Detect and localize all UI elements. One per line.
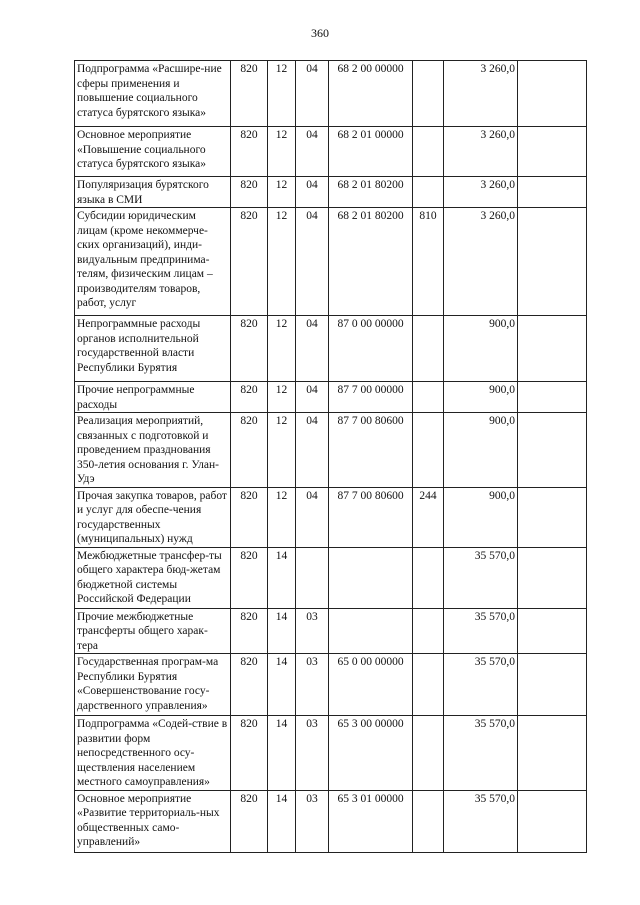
cell-amount: 3 260,0 <box>444 208 518 316</box>
cell-amount: 3 260,0 <box>444 61 518 127</box>
cell-name: Прочие непрограммные расходы <box>75 382 231 413</box>
cell-subsection <box>296 547 329 608</box>
cell-subsection: 03 <box>296 608 329 654</box>
cell-target-article: 65 0 00 00000 <box>329 654 413 716</box>
cell-ministry-code: 820 <box>231 716 268 791</box>
cell-subsection: 04 <box>296 127 329 177</box>
cell-section: 14 <box>268 790 296 852</box>
cell-ministry-code: 820 <box>231 413 268 488</box>
cell-target-article <box>329 608 413 654</box>
cell-name: Субсидии юридическим лицам (кроме некоммерче-ских организаций), инди-видуальным предпринима-телям, физическим лицам – производителям товаров, работ, услуг <box>75 208 231 316</box>
cell-name: Прочие межбюджетные трансферты общего харак-тера <box>75 608 231 654</box>
cell-name: Межбюджетные трансфер-ты общего характера бюд-жетам бюджетной системы Российской Федерации <box>75 547 231 608</box>
table-row <box>75 716 587 791</box>
table-row <box>75 654 587 716</box>
budget-table-body <box>75 61 587 853</box>
cell-name: Реализация мероприятий, связанных с подготовкой и проведением празднования 350-летия основания г. Улан-Удэ <box>75 413 231 488</box>
page-number: 360 <box>311 26 329 40</box>
cell-expense-type <box>413 790 444 852</box>
cell-empty <box>518 608 587 654</box>
cell-section: 12 <box>268 487 296 547</box>
cell-amount: 35 570,0 <box>444 716 518 791</box>
budget-table <box>74 60 587 853</box>
cell-ministry-code: 820 <box>231 382 268 413</box>
cell-ministry-code: 820 <box>231 487 268 547</box>
cell-empty <box>518 316 587 382</box>
cell-ministry-code: 820 <box>231 608 268 654</box>
cell-amount: 35 570,0 <box>444 547 518 608</box>
cell-amount: 900,0 <box>444 316 518 382</box>
cell-target-article: 87 7 00 00000 <box>329 382 413 413</box>
cell-target-article: 65 3 01 00000 <box>329 790 413 852</box>
cell-subsection: 04 <box>296 177 329 208</box>
cell-name: Непрограммные расходы органов исполнительной государственной власти Республики Бурятия <box>75 316 231 382</box>
cell-name: Основное мероприятие «Повышение социального статуса бурятского языка» <box>75 127 231 177</box>
cell-target-article: 87 0 00 00000 <box>329 316 413 382</box>
cell-expense-type <box>413 608 444 654</box>
cell-amount: 900,0 <box>444 487 518 547</box>
cell-empty <box>518 127 587 177</box>
table-row <box>75 127 587 177</box>
cell-section: 14 <box>268 547 296 608</box>
cell-empty <box>518 382 587 413</box>
table-row <box>75 413 587 488</box>
cell-empty <box>518 654 587 716</box>
cell-empty <box>518 208 587 316</box>
cell-target-article: 68 2 01 00000 <box>329 127 413 177</box>
cell-expense-type <box>413 127 444 177</box>
cell-ministry-code: 820 <box>231 127 268 177</box>
cell-amount: 35 570,0 <box>444 608 518 654</box>
cell-target-article: 87 7 00 80600 <box>329 413 413 488</box>
cell-name: Популяризация бурятского языка в СМИ <box>75 177 231 208</box>
table-row <box>75 177 587 208</box>
cell-expense-type <box>413 316 444 382</box>
table-row <box>75 316 587 382</box>
cell-amount: 3 260,0 <box>444 177 518 208</box>
cell-expense-type: 244 <box>413 487 444 547</box>
cell-empty <box>518 790 587 852</box>
cell-subsection: 03 <box>296 654 329 716</box>
table-row <box>75 547 587 608</box>
table-row <box>75 208 587 316</box>
cell-expense-type: 810 <box>413 208 444 316</box>
cell-ministry-code: 820 <box>231 654 268 716</box>
cell-section: 14 <box>268 608 296 654</box>
cell-ministry-code: 820 <box>231 316 268 382</box>
table-row <box>75 790 587 852</box>
cell-amount: 35 570,0 <box>444 654 518 716</box>
cell-empty <box>518 487 587 547</box>
cell-subsection: 04 <box>296 61 329 127</box>
cell-name: Государственная програм-ма Республики Бурятия «Совершенствование госу-дарственного управления» <box>75 654 231 716</box>
cell-target-article <box>329 547 413 608</box>
cell-expense-type <box>413 716 444 791</box>
cell-section: 12 <box>268 208 296 316</box>
cell-section: 12 <box>268 61 296 127</box>
cell-section: 14 <box>268 716 296 791</box>
cell-target-article: 65 3 00 00000 <box>329 716 413 791</box>
cell-section: 12 <box>268 127 296 177</box>
cell-subsection: 04 <box>296 382 329 413</box>
cell-amount: 900,0 <box>444 382 518 413</box>
cell-target-article: 87 7 00 80600 <box>329 487 413 547</box>
table-row <box>75 608 587 654</box>
cell-name: Подпрограмма «Расшире-ние сферы применения и повышение социального статуса бурятского языка» <box>75 61 231 127</box>
cell-expense-type <box>413 61 444 127</box>
cell-name: Основное мероприятие «Развитие территориаль-ных общественных само-управлений» <box>75 790 231 852</box>
cell-name: Подпрограмма «Содей-ствие в развитии форм непосредственного осу-ществления населением местного самоуправления» <box>75 716 231 791</box>
cell-target-article: 68 2 01 80200 <box>329 208 413 316</box>
table-row <box>75 382 587 413</box>
cell-ministry-code: 820 <box>231 790 268 852</box>
cell-expense-type <box>413 413 444 488</box>
cell-section: 14 <box>268 654 296 716</box>
table-row <box>75 61 587 127</box>
cell-expense-type <box>413 177 444 208</box>
cell-subsection: 03 <box>296 790 329 852</box>
cell-name: Прочая закупка товаров, работ и услуг для обеспе-чения государственных (муниципальных) нужд <box>75 487 231 547</box>
cell-expense-type <box>413 382 444 413</box>
cell-subsection: 03 <box>296 716 329 791</box>
cell-expense-type <box>413 654 444 716</box>
cell-subsection: 04 <box>296 487 329 547</box>
cell-target-article: 68 2 00 00000 <box>329 61 413 127</box>
table-row <box>75 487 587 547</box>
cell-subsection: 04 <box>296 413 329 488</box>
cell-subsection: 04 <box>296 316 329 382</box>
cell-ministry-code: 820 <box>231 547 268 608</box>
cell-amount: 35 570,0 <box>444 790 518 852</box>
cell-empty <box>518 413 587 488</box>
cell-ministry-code: 820 <box>231 208 268 316</box>
cell-empty <box>518 177 587 208</box>
cell-empty <box>518 716 587 791</box>
cell-section: 12 <box>268 382 296 413</box>
cell-amount: 3 260,0 <box>444 127 518 177</box>
cell-subsection: 04 <box>296 208 329 316</box>
cell-section: 12 <box>268 316 296 382</box>
cell-section: 12 <box>268 177 296 208</box>
cell-ministry-code: 820 <box>231 61 268 127</box>
cell-empty <box>518 547 587 608</box>
cell-section: 12 <box>268 413 296 488</box>
cell-empty <box>518 61 587 127</box>
cell-ministry-code: 820 <box>231 177 268 208</box>
cell-amount: 900,0 <box>444 413 518 488</box>
cell-target-article: 68 2 01 80200 <box>329 177 413 208</box>
cell-expense-type <box>413 547 444 608</box>
